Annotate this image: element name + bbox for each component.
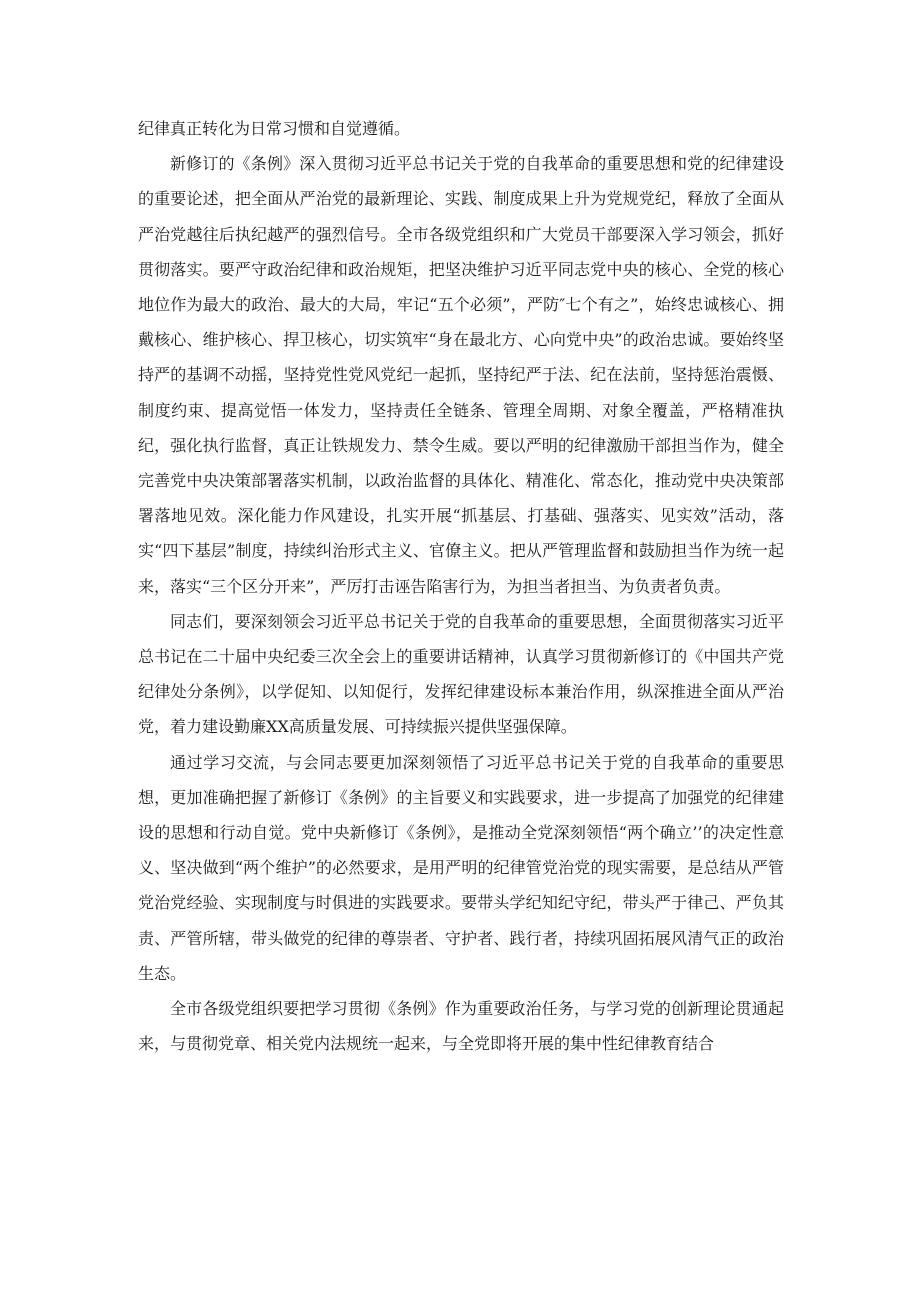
- paragraph-comrades-call: 同志们，要深刻领会习近平总书记关于党的自我革命的重要思想，全面贯彻落实习近平总书记在二十届中央纪委三次全会上的重要讲话精神，认真学习贯彻新修订的《中国共产党纪律处分条例》，以学促知、以知促行，发挥纪律建设标本兼治作用，纵深推进全面从严治党，着力建设勤廉XX高质量发展、可持续振兴提供坚强保障。: [138, 611, 784, 737]
- paragraph-party-organizations: 全市各级党组织要把学习贯彻《条例》作为重要政治任务，与学习党的创新理论贯通起来，与贯彻党章、相关党内法规统一起来，与全党即将开展的集中性纪律教育结合: [138, 999, 784, 1054]
- paragraph-continuation: 纪律真正转化为日常习惯和自觉遵循。: [138, 119, 411, 138]
- paragraph-regulation-implementation: 新修订的《条例》深入贯彻习近平总书记关于党的自我革命的重要思想和党的纪律建设的重要论述，把全面从严治党的最新理论、实践、制度成果上升为党规党纪，释放了全面从严治党越往后执纪越严的强烈信号。全市各级党组织和广大党员干部要深入学习领会，抓好贯彻落实。要严守政治纪律和政治规矩，把坚决维护习近平同志党中央的核心、全党的核心地位作为最大的政治、最大的大局，牢记“五个必须”，严防″七个有之”，始终忠诚核心、拥戴核心、维护核心、捍卫核心，切实筑牢“身在最北方、心向党中央”的政治忠诚。要始终坚持严的基调不动摇，坚持党性党风党纪一起抓，坚持纪严于法、纪在法前，坚持惩治震慑、制度约束、提高觉悟一体发力，坚持责任全链条、管理全周期、对象全覆盖，严格精准执纪，强化执行监督，真正让铁规发力、禁令生威。要以严明的纪律激励干部担当作为，健全完善党中央决策部署落实机制，以政治监督的具体化、精准化、常态化，推动党中央决策部署落地见效。深化能力作风建设，扎实开展“抓基层、打基础、强落实、见实效”活动，落实“四下基层”制度，持续纠治形式主义、官僚主义。把从严管理监督和鼓励担当作为统一起来，落实“三个区分开来”，严厉打击诬告陷害行为，为担当者担当、为负责者负责。: [138, 154, 784, 596]
- document-body: [138, 111, 784, 1061]
- paragraph-study-exchange: 通过学习交流，与会同志要更加深刻领悟了习近平总书记关于党的自我革命的重要思想，更加准确把握了新修订《条例》的主旨要义和实践要求，进一步提高了加强党的纪律建设的思想和行动自觉。党中央新修订《条例》，是推动全党深刻领悟“两个确立’’的决定性意义、坚决做到“两个维护”的必然要求，是用严明的纪律管党治党的现实需要，是总结从严管党治党经验、实现制度与时俱进的实践要求。要带头学纪知纪守纪，带头严于律己、严负其责、严管所辖，带头做党的纪律的尊崇者、守护者、践行者，持续巩固拓展风清气正的政治生态。: [138, 752, 784, 983]
